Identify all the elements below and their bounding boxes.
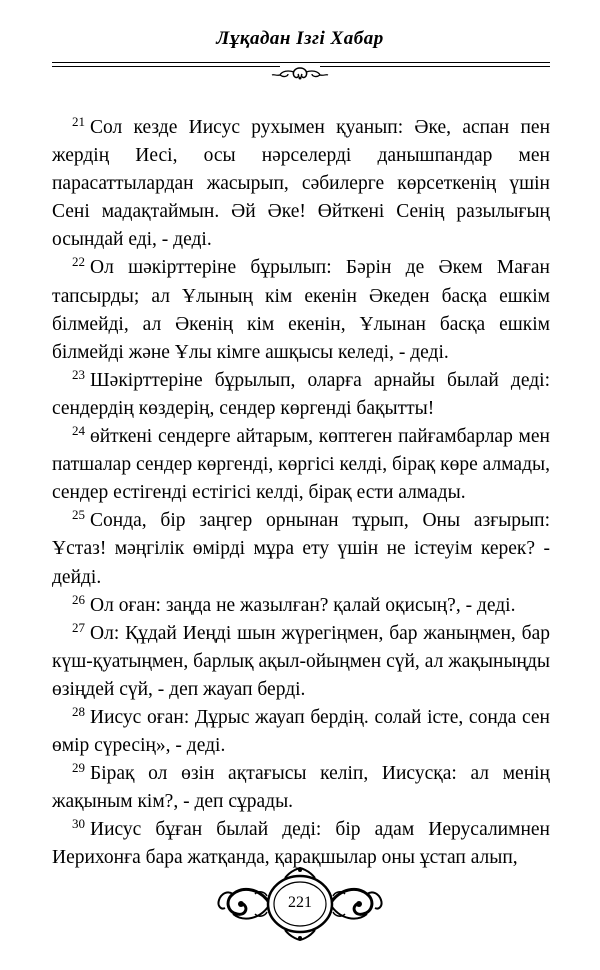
verse-23 — [52, 367, 550, 423]
verse-number: 27 — [72, 619, 85, 635]
verse-number: 28 — [72, 703, 85, 719]
verse-28 — [52, 704, 550, 760]
verse-text: Ол шәкірттеріне бұрылып: Бәрін де Әкем Маған тапсырды; ал Ұлының кім екенін Әкеден басқа ешкім білмейді, ал Әкенің кім екенін, Ұлынан басқа ешкім білмейді және Ұлы кімге ашқысы келеді, - деді. — [52, 257, 550, 363]
page-number: 221 — [288, 894, 312, 911]
verse-21 — [52, 114, 550, 254]
verse-text: Бірақ ол өзін ақтағысы келіп, Иисусқа: ал менің жақыным кім?, - деп сұрады. — [52, 763, 550, 813]
verse-text: Ол оған: заңда не жазылған? қалай оқисың?, - деді. — [90, 594, 516, 616]
verse-number: 23 — [72, 366, 85, 382]
verse-number: 26 — [72, 591, 85, 607]
verse-number: 22 — [72, 254, 85, 270]
verse-text: Иисус оған: Дұрыс жауап бердің. солай істе, сонда сен өмір сүресің», - деді. — [52, 706, 550, 757]
header-rule-top — [52, 62, 550, 63]
verse-text: Иисус бұған былай деді: бір адам Иерусалимнен Иерихонға бара жатқанда, қарақшылар оны ұстап алып, — [52, 819, 550, 869]
running-header-title: Лұқадан Ізгі Хабар — [216, 28, 384, 49]
verse-text: Шәкірттеріне бұрылып, оларға арнайы былай деді: сендердің көздерің, сендер көргенді бақытты! — [52, 369, 550, 419]
verse-text: Сонда, бір заңгер орнынан тұрып, Оны азғырып: Ұстаз! мәңгілік өмірді мұра ету үшін не істеуім керек? - дейді. — [52, 510, 550, 588]
verse-number: 24 — [72, 423, 85, 439]
verse-26 — [52, 592, 550, 620]
verse-29 — [52, 760, 550, 816]
verse-number: 25 — [72, 507, 85, 523]
verse-number: 30 — [72, 816, 85, 832]
verse-number: 21 — [72, 114, 85, 129]
verse-number: 29 — [72, 760, 85, 776]
header-ornament-icon — [250, 64, 350, 84]
verse-text: өйткені сендерге айтарым, көптеген пайғамбарлар мен патшалар сендер көргенді, көргісі келді, бірақ көре алмады, сендер естігенді естігісі келді, бірақ ести алмады. — [52, 426, 550, 504]
verse-22 — [52, 254, 550, 366]
verse-25 — [52, 507, 550, 591]
verse-24 — [52, 423, 550, 507]
verses-body — [52, 114, 550, 873]
verse-text: Ол: Құдай Иеңді шын жүрегіңмен, бар жаныңмен, бар күш-қуатыңмен, барлық ақыл-ойыңмен сүй, ал жақыныңды өзіңдей сүй, - деп жауап берді. — [52, 622, 550, 700]
verse-text: Сол кезде Иисус рухымен қуанып: Әке, аспан пен жердің Иесі, осы нәрселерді данышпандар мен парасаттылардан жасырып, сәбилерге көрсеткенің үшін Сені мадақтаймын. Әй Әке! Өйткені Сенің разылығың осындай еді, - деді. — [52, 117, 550, 251]
verse-27 — [52, 620, 550, 704]
